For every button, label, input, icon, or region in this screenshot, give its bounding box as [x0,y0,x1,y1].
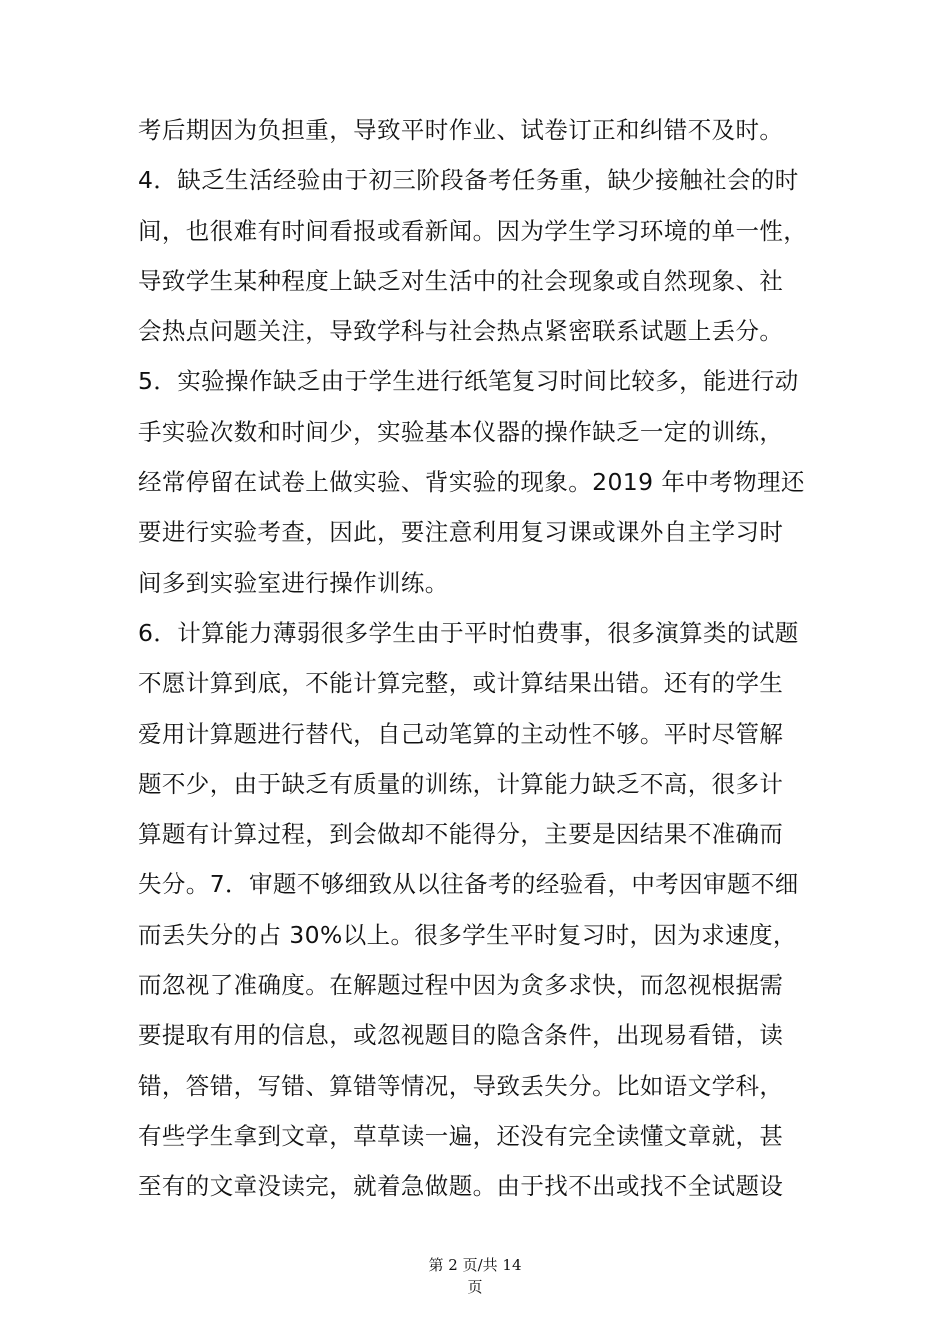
text-line: 算题有计算过程，到会做却不能得分，主要是因结果不准确而 [138,820,784,849]
text-line: 要提取有用的信息，或忽视题目的隐含条件，出现易看错，读 [138,1021,784,1050]
text-line: 至有的文章没读完，就着急做题。由于找不出或找不全试题设 [138,1172,784,1201]
text-line: 手实验次数和时间少，实验基本仪器的操作缺乏一定的训练， [138,417,784,446]
text-line: 6．计算能力薄弱很多学生由于平时怕费事，很多演算类的试题 [138,618,799,647]
text-line: 考后期因为负担重，导致平时作业、试卷订正和纠错不及时。 [138,116,784,144]
text-line: 间多到实验室进行操作训练。 [138,568,449,597]
text-line: 要进行实验考查，因此，要注意利用复习课或课外自主学习时 [138,518,784,547]
text-line: 4．缺乏生活经验由于初三阶段备考任务重，缺少接触社会的时 [138,166,799,195]
text-line: 而忽视了准确度。在解题过程中因为贪多求快，而忽视根据需 [138,971,784,1000]
text-line: 有些学生拿到文章，草草读一遍，还没有完全读懂文章就，甚 [138,1121,784,1150]
text-line: 会热点问题关注，导致学科与社会热点紧密联系试题上丢分。 [138,317,784,346]
body-text [138,113,818,1220]
text-line: 题不少，由于缺乏有质量的训练，计算能力缺乏不高，很多计 [138,769,784,798]
text-line: 5．实验操作缺乏由于学生进行纸笔复习时间比较多，能进行动 [138,367,799,396]
text-line: 爱用计算题进行替代，自己动笔算的主动性不够。平时尽管解 [138,719,784,748]
page-number: 第 2 页/共 14 [428,1256,522,1274]
text-line: 错，答错，写错、算错等情况，导致丢失分。比如语文学科， [138,1071,784,1100]
text-line: 不愿计算到底，不能计算完整，或计算结果出错。还有的学生 [138,669,784,698]
text-line: 导致学生某种程度上缺乏对生活中的社会现象或自然现象、社 [138,266,784,295]
page-number-suffix: 页 [467,1278,483,1296]
text-line: 间，也很难有时间看报或看新闻。因为学生学习环境的单一性， [138,216,808,245]
page-number-footer [0,1254,950,1298]
text-line: 而丢失分的占 30%以上。很多学生平时复习时，因为求速度， [138,920,797,949]
text-line: 经常停留在试卷上做实验、背实验的现象。2019 年中考物理还 [138,468,805,497]
text-line: 失分。7．审题不够细致从以往备考的经验看，中考因审题不细 [138,870,799,899]
